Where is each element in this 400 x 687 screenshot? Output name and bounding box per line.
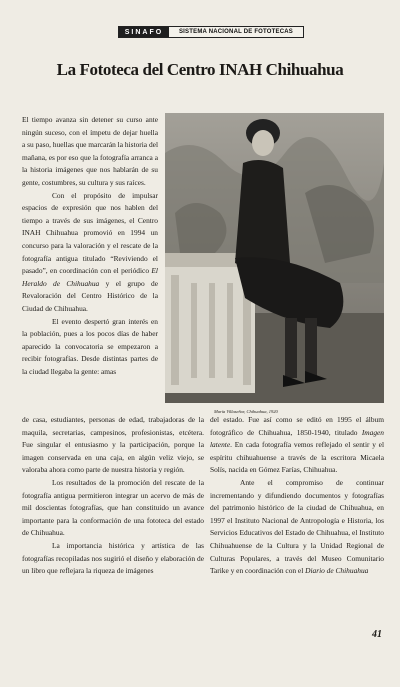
left-text-column [22,114,158,378]
page-number: 41 [372,629,382,640]
header-system-label: SISTEMA NACIONAL DE FOTOTECAS [169,27,303,37]
paragraph-4: Los resultados de la promoción del rescate de la fotografía antigua permitieron integrar un acervo de más de mil doscientas fotografías, que han constituido un avance importante para la conformación de una fototeca del estado de Chihuahua. [22,477,204,538]
paragraph-6: Ante el compromiso de continuar incrementando y difundiendo documentos y fotografías del patrimonio histórico de la ciudad de Chihuahua, en 1997 el Instituto Nacional de Antropología e Historia, los Servicios Educativos del Estado de Chihuahua, el Instituto Chihuahuense de la Cultura y la Unidad Regional de Culturas Populares, a través del Museo Comunitario Tarike y en coordinación con el Diario de Chihuahua [210,477,384,576]
paragraph-3-continued: de casa, estudiantes, personas de edad, trabajadoras de la maquila, secretarias, campesinos, profesionistas, etcétera. Fue singular el entusiasmo y la participación, porque la imagen conservada en una caja, en algún veliz viejo, se valoraba ahora como parte de nuestra historia y región. [22,415,204,475]
paragraph-2: Con el propósito de impulsar espacios de expresión que nos hablen del tiempo a través de sus imágenes, el Centro INAH Chihuahua promovió en 1994 un concurso para la valoración y el rescate de la fotografía antigua titulado “Reviviendo el pasado”, en coordinación con el periódico El Heraldo de Chihuahua y el grupo de Revaloración del Centro Histórico de la Ciudad de Chihuahua. [22,190,159,313]
historic-photo [165,113,384,403]
paragraph-5-continued: del estado. Fue así como se editó en 1995 el álbum fotográfico de Chihuahua, 1850-1940, titulado Imagen latente. En cada fotografía vemos reflejado el sentir y el espíritu chihuahuense a través de la escritora Micaela Solís, nacida en Gómez Farías, Chihuahua. [210,415,384,475]
section-header [118,26,304,38]
paragraph-3: El evento despertó gran interés en la población, pues a los pocos días de haber aparecido la convocatoria se empezaron a recibir fotografías. Desde distintas partes de la ciudad llegaba la gente: amas [22,316,158,376]
right-text-column [210,414,384,578]
paragraph-5: La importancia histórica y artística de las fotografías recopiladas nos sugirió el diseño y elaboración de un libro que reflejara la riqueza de imágenes [22,540,204,576]
article-title: La Fototeca del Centro INAH Chihuahua [56,60,344,79]
header-sinafo-label: SINAFO [119,27,169,37]
photo-caption: María Villaseñor, Chihuahua, 1920 [214,409,278,414]
bottom-text-column [22,414,204,578]
paragraph-1: El tiempo avanza sin detener su curso ante ningún suceso, con el ímpetu de dejar huella a su paso, huellas que marcarán la historia del mañana, es por eso que la fotografía arranca a la historia imágenes que nos hablarán de su gente, costumbres, su cultura y sus raíces. [22,115,158,187]
